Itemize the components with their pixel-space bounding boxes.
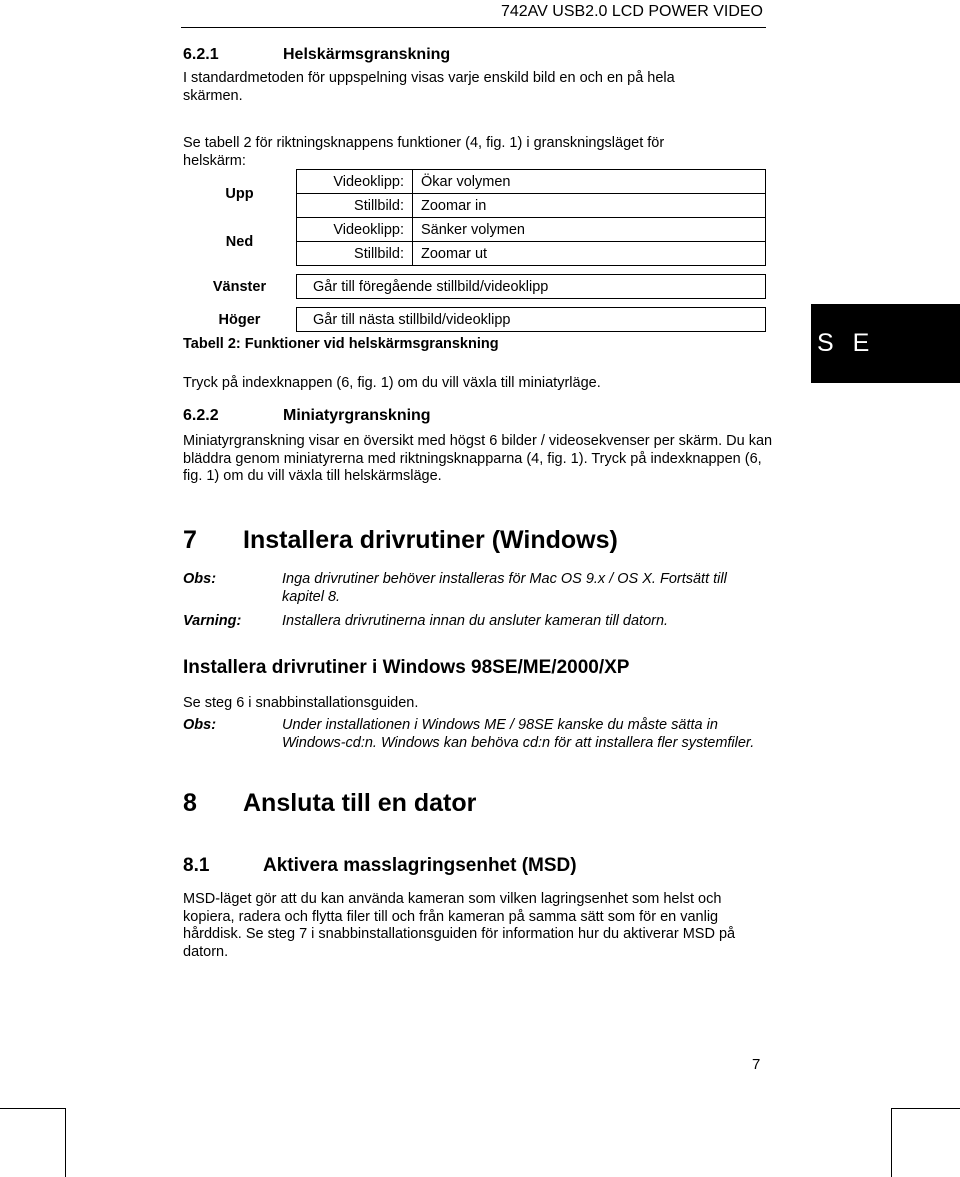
table-row (183, 275, 766, 299)
running-header: 742AV USB2.0 LCD POWER VIDEO (500, 3, 763, 20)
paragraph-index-button: Tryck på indexknappen (6, fig. 1) om du vill växla till miniatyrläge. (183, 375, 601, 391)
paragraph-thumbnail: Miniatyrgranskning visar en översikt med högst 6 bilder / videosekvenser per skärm. Du kan bläddra genom miniatyrerna med riktningsknapparna (4, fig. 1). Tryck på indexknappen (6, fig. 1) om du vill växla till helskärmsläge. (183, 433, 773, 484)
chapter-heading-8 (183, 789, 476, 818)
chapter-heading-7 (183, 526, 618, 555)
warning-note: Installera drivrutinerna innan du ansluter kameran till datorn. (282, 613, 669, 629)
table-row (183, 218, 766, 242)
section-number: 6.2.2 (183, 407, 219, 424)
section-title: Helskärmsgranskning (283, 46, 451, 63)
crop-mark-right-vertical (891, 1108, 892, 1177)
media-kind-cell: Videoklipp: (297, 170, 413, 194)
paragraph-step6: Se steg 6 i snabbinstallationsguiden. (183, 695, 419, 711)
language-tab-marker: S E (811, 304, 960, 383)
direction-function-table (183, 169, 766, 332)
section-heading-81 (183, 855, 577, 877)
page-number: 7 (752, 1056, 761, 1073)
section-heading-win: Installera drivrutiner i Windows 98SE/ME/2000/XP (183, 657, 630, 678)
obs-label: Obs: (183, 717, 217, 733)
paragraph-intro: I standardmetoden för uppspelning visas varje enskild bild en och en på hela skärmen. (183, 70, 675, 104)
action-cell: Går till föregående stillbild/videoklipp (297, 275, 766, 299)
action-cell: Ökar volymen (413, 170, 766, 194)
section-title: Miniatyrgranskning (283, 407, 431, 424)
crop-mark-right-horizontal (891, 1108, 960, 1109)
chapter-title: Ansluta till en dator (243, 789, 477, 817)
chapter-number: 7 (183, 526, 197, 554)
action-cell: Sänker volymen (413, 218, 766, 242)
table-row (183, 170, 766, 194)
section-number: 6.2.1 (183, 46, 219, 63)
paragraph-table-ref: Se tabell 2 för riktningsknappens funktioner (4, fig. 1) i granskningsläget för helskärm: (183, 135, 665, 169)
obs-note: Inga drivrutiner behöver installeras för Mac OS 9.x / OS X. Fortsätt till kapitel 8. (282, 571, 727, 605)
section-heading-622 (183, 407, 431, 425)
warning-label: Varning: (183, 613, 242, 629)
media-kind-cell: Stillbild: (297, 194, 413, 218)
direction-cell: Upp (225, 185, 254, 202)
paragraph-msd: MSD-läget gör att du kan använda kameran som vilken lagringsenhet som helst och kopiera, radera och flytta filer till och från kameran på samma sätt som för en vanlig hårddisk. Se steg 7 i snabbinstallationsguiden för information hur du aktiverar MSD på datorn. (183, 891, 736, 960)
action-cell: Går till nästa stillbild/videoklipp (297, 308, 766, 332)
direction-cell: Höger (218, 311, 261, 328)
direction-cell: Vänster (212, 278, 267, 295)
table-caption: Tabell 2: Funktioner vid helskärmsgranskning (183, 336, 499, 352)
crop-mark-left-vertical (65, 1108, 66, 1177)
section-title: Aktivera masslagringsenhet (MSD) (263, 855, 577, 876)
section-heading-621 (183, 46, 450, 64)
media-kind-cell: Stillbild: (297, 242, 413, 266)
crop-mark-left-horizontal (0, 1108, 66, 1109)
action-cell: Zoomar in (413, 194, 766, 218)
obs-label: Obs: (183, 571, 217, 587)
header-rule (181, 27, 766, 28)
chapter-title: Installera drivrutiner (Windows) (243, 526, 618, 554)
table-row (183, 308, 766, 332)
media-kind-cell: Videoklipp: (297, 218, 413, 242)
action-cell: Zoomar ut (413, 242, 766, 266)
chapter-number: 8 (183, 789, 197, 817)
section-number: 8.1 (183, 855, 210, 876)
direction-cell: Ned (225, 233, 254, 250)
obs-note: Under installationen i Windows ME / 98SE kanske du måste sätta in Windows-cd:n. Windows kan behöva cd:n för att installera fler systemfiler. (282, 717, 755, 751)
